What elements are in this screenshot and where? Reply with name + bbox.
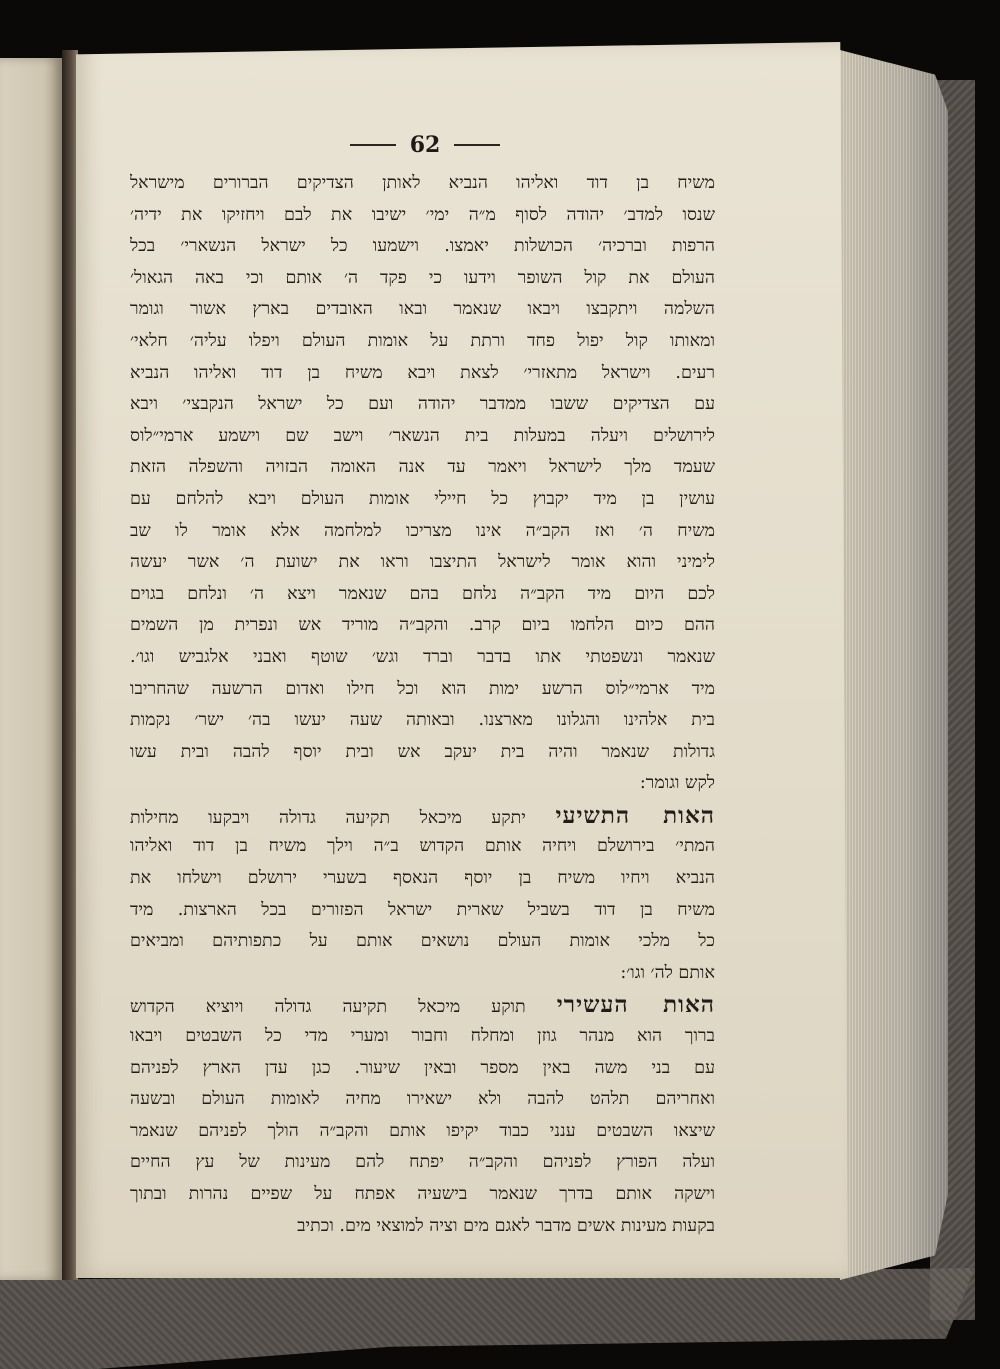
text-line: גדולות שנאמר והיה בית יעקב אש ובית יוסף להבה ובית עשו: [130, 741, 715, 762]
text-line: [130, 800, 715, 832]
text-line: ומאותו קול יפול פחד ורתת על אומות העולם ויפלו עליה׳ חלאי׳: [130, 330, 715, 351]
text-line: שיצאו השבטים ענני כבוד יקיפו אותם והקב״ה הולך לפניהם שנאמר: [130, 1120, 715, 1141]
text-line: מיד ארמי״לוס הרשע ימות הוא וכל חילו ואדום הרשעה שהחריבו: [130, 678, 715, 699]
text-line: לימיני והוא אומר לישראל התיצבו וראו את ישועת ה׳ אשר יעשה: [130, 552, 715, 573]
text-line: כל מלכי אומות העולם נושאים אותם על כתפותיהם ומביאים: [130, 931, 715, 952]
text-line: שעמד מלך לישראל ויאמר עד אנה האומה הבזויה והשפלה הזאת: [130, 457, 715, 478]
text-line: המתי׳ בירושלם ויחיה אותם הקדוש ב״ה וילך משיח בן דוד ואליהו: [130, 836, 715, 857]
text-line: רעים. וישראל מתאזרי׳ לצאת ויבא משיח בן דוד ואליהו הנביא: [130, 362, 715, 383]
text-line: השלמה ויתקבצו ויבאו שנאמר ובאו האובדים בארץ אשור וגומר: [130, 299, 715, 320]
text-line: עושין בן מיד יקבוץ כל חיילי אומות העולם ויבא להלחם עם: [130, 488, 715, 509]
line-text: יתקע מיכאל תקיעה גדולה ויבקעו מחילות: [130, 807, 526, 828]
left-page-edge: [0, 58, 62, 1280]
text-line: בית אלהינו והגלונו מארצנו. ובאותה שעה יעשו בה׳ ישר׳ נקמות: [130, 710, 715, 731]
text-line: [130, 989, 715, 1021]
text-line: ברוך הוא מנהר גוזן ומחלח וחבור ומערי מדי כל השבטים ויבאו: [130, 1026, 715, 1047]
page-edges: [840, 50, 948, 1280]
text-line: לירושלים ויעלה במעלות בית הנשאר׳ וישב שם וישמע ארמי״לוס: [130, 425, 715, 446]
text-line: הרפות וברכיה׳ הכושלות יאמצו. וישמעו כל ישראל הנשארי׳ בכל: [130, 236, 715, 257]
page-header: [330, 125, 520, 165]
section-heading: האות העשירי: [556, 991, 715, 1019]
text-line: וישקה אותם בדרך שנאמר בישעיה אפתח על שפיים נהרות ובתוך: [130, 1184, 715, 1204]
header-dash-right: [454, 144, 500, 146]
text-line: שנאמר ונשפטתי אתו בדבר וברד וגש׳ שוטף ואבני אלגביש וגו׳.: [130, 646, 715, 667]
text-line: ועלה הפורץ לפניהם והקב״ה יפתח להם מעינות של עץ החיים: [130, 1152, 715, 1173]
book-gutter: [62, 50, 78, 1280]
text-line: ההם כיום הלחמו ביום קרב. והקב״ה מוריד אש ונפרית מן השמים: [130, 615, 715, 636]
text-line: בקעות מעינות אשים מדבר לאגם מים וציה למוצאי מים. וכתיב: [297, 1215, 715, 1236]
text-line: שנסו למדב׳ יהודה לסוף מ״ה ימי׳ ישיבו את לבם ויחזיקו את ידיה׳: [130, 204, 715, 225]
text-line: ואחריהם תלהט להבה ולא ישאירו מחיה לאומות העולם ובשעה: [130, 1089, 715, 1110]
text-line: עם הצדיקים ששבו ממדבר יהודה ועם כל ישראל הנקבצי׳ ויבא: [130, 394, 715, 415]
page-body-text: [130, 168, 715, 1242]
text-line: משיח בן דוד ואליהו הנביא לאותן הצדיקים הברורים מישראל: [130, 173, 715, 193]
text-line: לכם היום מיד הקב״ה נלחם בהם שנאמר ויצא ה׳ ונלחם בגוים: [130, 583, 715, 604]
text-line: העולם את קול השופר וידעו כי פקד ה׳ אותם וכי באה הגאול׳: [130, 267, 715, 288]
text-line: משיח ה׳ ואז הקב״ה אינו מצריכו למלחמה אלא אומר לו שב: [130, 520, 715, 541]
line-text: תוקע מיכאל תקיעה גדולה ויוציא הקדוש: [130, 997, 526, 1018]
book-cover-cloth: [0, 1268, 975, 1369]
page-number: 62: [409, 132, 441, 158]
text-line: עם בני משה באין מספר ובאין שיעור. כגן עדן הארץ לפניהם: [130, 1057, 715, 1078]
header-dash-left: [350, 144, 396, 146]
text-line: הנביא ויחיו משיח בן יוסף הנאסף בשערי ירושלם וישלחו את: [130, 868, 715, 889]
section-heading: האות התשיעי: [555, 801, 715, 829]
text-line: משיח בן דוד בשביל שארית ישראל הפזורים בכל הארצות. מיד: [130, 899, 715, 920]
text-line: לקש וגומר:: [639, 773, 715, 794]
text-line: אותם לה׳ וגו׳:: [620, 962, 715, 983]
